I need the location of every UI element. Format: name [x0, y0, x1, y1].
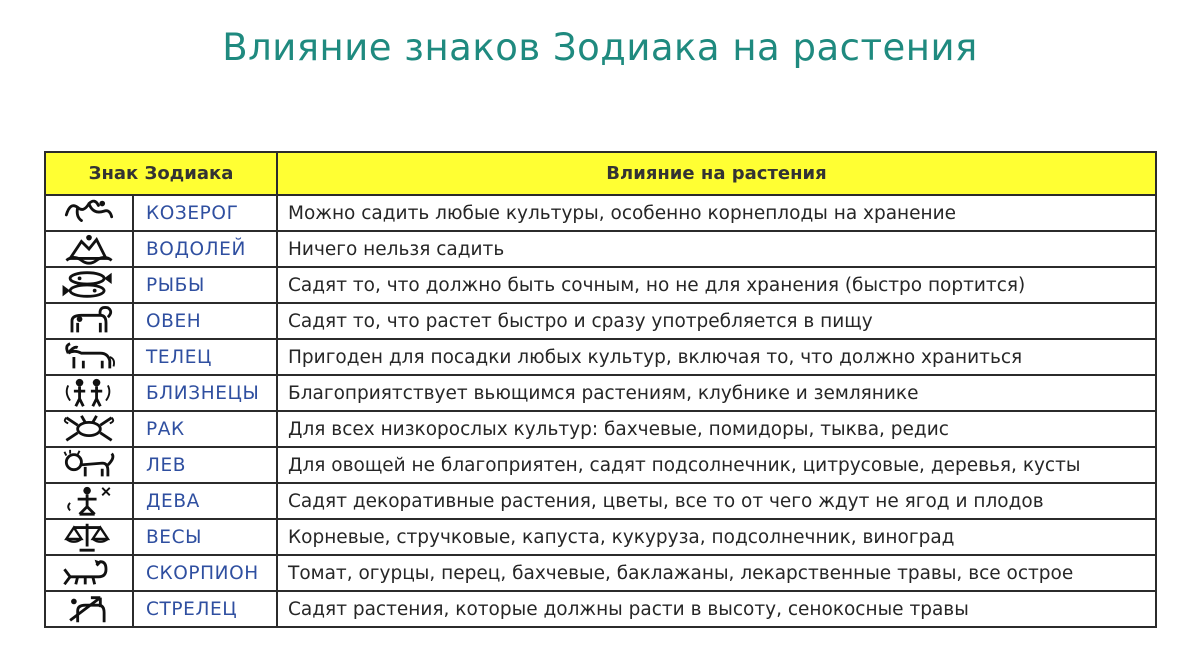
- sign-name: КОЗЕРОГ: [133, 195, 277, 231]
- sign-icon-cell: [45, 519, 133, 555]
- sign-name: ВЕСЫ: [133, 519, 277, 555]
- sign-effect: Корневые, стручковые, капуста, кукуруза, подсолнечник, виноград: [277, 519, 1156, 555]
- header-effect: Влияние на растения: [277, 152, 1156, 195]
- table-row: [45, 519, 1156, 555]
- sign-icon-cell: [45, 303, 133, 339]
- sign-icon-cell: [45, 555, 133, 591]
- aquarius-icon: [59, 232, 119, 266]
- table-row: [45, 195, 1156, 231]
- sign-effect: Садят декоративные растения, цветы, все то от чего ждут не ягод и плодов: [277, 483, 1156, 519]
- sign-name: ТЕЛЕЦ: [133, 339, 277, 375]
- sign-name: ВОДОЛЕЙ: [133, 231, 277, 267]
- table-row: [45, 339, 1156, 375]
- table-row: [45, 303, 1156, 339]
- sign-icon-cell: [45, 267, 133, 303]
- sign-icon-cell: [45, 591, 133, 627]
- sign-name: РЫБЫ: [133, 267, 277, 303]
- sign-effect: Пригоден для посадки любых культур, включая то, что должно храниться: [277, 339, 1156, 375]
- sign-icon-cell: [45, 447, 133, 483]
- sign-effect: Садят растения, которые должны расти в высоту, сенокосные травы: [277, 591, 1156, 627]
- sign-effect: Садят то, что растет быстро и сразу употребляется в пищу: [277, 303, 1156, 339]
- sign-name: ЛЕВ: [133, 447, 277, 483]
- table-row: [45, 411, 1156, 447]
- taurus-icon: [59, 340, 119, 374]
- aries-icon: [59, 304, 119, 338]
- sagittarius-icon: [59, 592, 119, 626]
- sign-effect: Садят то, что должно быть сочным, но не для хранения (быстро портится): [277, 267, 1156, 303]
- libra-icon: [59, 520, 119, 554]
- sign-name: СТРЕЛЕЦ: [133, 591, 277, 627]
- sign-name: СКОРПИОН: [133, 555, 277, 591]
- page-title: Влияние знаков Зодиака на растения: [222, 26, 978, 69]
- table-row: [45, 267, 1156, 303]
- table-row: [45, 447, 1156, 483]
- sign-effect: Ничего нельзя садить: [277, 231, 1156, 267]
- sign-effect: Можно садить любые культуры, особенно корнеплоды на хранение: [277, 195, 1156, 231]
- sign-effect: Благоприятствует вьющимся растениям, клубнике и землянике: [277, 375, 1156, 411]
- table-row: [45, 483, 1156, 519]
- table-row: [45, 375, 1156, 411]
- table-row: [45, 231, 1156, 267]
- sign-name: ДЕВА: [133, 483, 277, 519]
- sign-name: ОВЕН: [133, 303, 277, 339]
- zodiac-table: [44, 151, 1157, 628]
- sign-icon-cell: [45, 375, 133, 411]
- cancer-icon: [59, 412, 119, 446]
- sign-name: БЛИЗНЕЦЫ: [133, 375, 277, 411]
- leo-icon: [59, 448, 119, 482]
- capricorn-icon: [59, 196, 119, 230]
- sign-icon-cell: [45, 195, 133, 231]
- sign-icon-cell: [45, 483, 133, 519]
- sign-effect: Для овощей не благоприятен, садят подсолнечник, цитрусовые, деревья, кусты: [277, 447, 1156, 483]
- sign-effect: Для всех низкорослых культур: бахчевые, помидоры, тыква, редис: [277, 411, 1156, 447]
- table-header-row: [45, 152, 1156, 195]
- sign-icon-cell: [45, 411, 133, 447]
- scorpio-icon: [59, 556, 119, 590]
- sign-icon-cell: [45, 339, 133, 375]
- table-row: [45, 555, 1156, 591]
- virgo-icon: [59, 484, 119, 518]
- pisces-icon: [59, 268, 119, 302]
- table-row: [45, 591, 1156, 627]
- gemini-icon: [59, 376, 119, 410]
- sign-name: РАК: [133, 411, 277, 447]
- sign-icon-cell: [45, 231, 133, 267]
- header-sign: Знак Зодиака: [45, 152, 277, 195]
- sign-effect: Томат, огурцы, перец, бахчевые, баклажаны, лекарственные травы, все острое: [277, 555, 1156, 591]
